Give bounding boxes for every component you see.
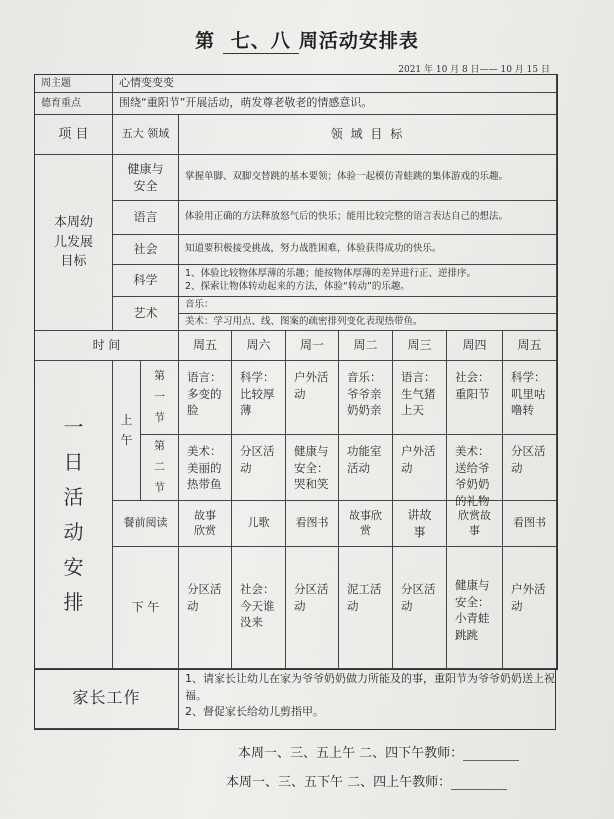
moral-label: 德育重点 xyxy=(35,93,113,115)
date-range: 2021 年 10 月 8 日—— 10 月 15 日 xyxy=(398,65,550,75)
title-suffix: 周活动安排表 xyxy=(298,30,419,52)
pm-mon: 分区活动 xyxy=(286,547,339,669)
s1-thu: 社会：重阳节 xyxy=(447,361,503,435)
pm-tue: 泥工活动 xyxy=(339,547,393,669)
footer-line-1-text: 本周一、三、五上午 二、四下午教师： xyxy=(238,746,464,761)
s2-fri-2: 分区活动 xyxy=(503,435,557,501)
s2-tue: 功能室活动 xyxy=(339,435,393,501)
title-prefix: 第 xyxy=(195,30,216,52)
read-tue: 故事欣赏 xyxy=(339,501,393,547)
s2-fri-1: 美术：美丽的热带鱼 xyxy=(179,435,232,501)
s1-tue: 音乐：爷爷亲奶奶亲 xyxy=(339,361,393,435)
time-label: 时 间 xyxy=(35,331,179,361)
domain-language: 语言 xyxy=(113,201,179,235)
goal-science xyxy=(179,265,557,297)
s2-wed: 户外活动 xyxy=(393,435,447,501)
domain-science: 科学 xyxy=(113,265,179,297)
day-tue: 周二 xyxy=(339,331,393,361)
title-week: 七、八 xyxy=(223,26,299,54)
pm-fri-1: 分区活动 xyxy=(179,547,232,669)
parents-work-section xyxy=(34,668,556,730)
theme-label: 周主题 xyxy=(35,75,113,93)
goal-social: 知道要积极接受挑战，努力战胜困难，体验获得成功的快乐。 xyxy=(179,235,557,265)
day-sat: 周六 xyxy=(232,331,286,361)
read-fri-2: 看图书 xyxy=(503,501,557,547)
read-wed: 讲故事 xyxy=(393,501,447,547)
reading-label: 餐前阅读 xyxy=(113,501,179,547)
goal-art-music: 音乐： xyxy=(179,297,557,314)
s2-mon: 健康与安全：哭和笑 xyxy=(286,435,339,501)
header-item: 项 目 xyxy=(35,115,113,155)
s1-mon: 户外活动 xyxy=(286,361,339,435)
pm-fri-2: 户外活动 xyxy=(503,547,557,669)
day-mon: 周一 xyxy=(286,331,339,361)
pm-thu: 健康与安全：小青蛙跳跳 xyxy=(447,547,503,669)
page-title xyxy=(0,26,614,54)
parents-content xyxy=(179,668,555,729)
s1-fri-2: 科学：叽里咕噜转 xyxy=(503,361,557,435)
goal-art-drawing: 美术：学习用点、线、图案的疏密排列变化表现热带鱼。 xyxy=(179,314,557,331)
theme-value: 心情变变变 xyxy=(113,75,557,93)
footer-line-1-blank xyxy=(463,748,519,761)
pm-sat: 社会：今天谁没来 xyxy=(232,547,286,669)
section1-label: 第一节 xyxy=(141,361,179,435)
parents-label: 家长工作 xyxy=(35,668,179,729)
goals-section-label: 本周幼儿发展目标 xyxy=(35,155,113,331)
footer-line-2-blank xyxy=(451,777,507,790)
morning-label: 上午 xyxy=(113,361,141,501)
s2-sat: 分区活动 xyxy=(232,435,286,501)
read-sat: 儿歌 xyxy=(232,501,286,547)
day-thu: 周四 xyxy=(447,331,503,361)
header-domains: 五大 领域 xyxy=(113,115,179,155)
schedule-table xyxy=(34,74,558,670)
section2-label: 第二节 xyxy=(141,435,179,501)
footer-line-2-text: 本周一、三、五下午 二、四上午教师： xyxy=(226,775,452,790)
read-mon: 看图书 xyxy=(286,501,339,547)
goal-science-1: 1、体验比较物体厚薄的乐趣；能按物体厚薄的差异进行正、逆排序。 xyxy=(185,267,477,279)
goal-health: 掌握单脚、双脚交替跳的基本要领；体验一起模仿青蛙跳的集体游戏的乐趣。 xyxy=(179,155,557,201)
day-wed: 周三 xyxy=(393,331,447,361)
footer-line-1 xyxy=(238,742,519,761)
s1-wed: 语言：生气猪上天 xyxy=(393,361,447,435)
pm-wed: 分区活动 xyxy=(393,547,447,669)
goal-science-2: 2、探索让物体转动起来的方法，体验“转动”的乐趣。 xyxy=(185,280,410,292)
afternoon-label: 下 午 xyxy=(113,547,179,669)
day-fri-2: 周五 xyxy=(503,331,557,361)
goal-language: 体验用正确的方法释放怒气后的快乐；能用比较完整的语言表达自己的想法。 xyxy=(179,201,557,235)
domain-art: 艺术 xyxy=(113,297,179,331)
header-goals: 领 域 目 标 xyxy=(179,115,557,155)
s1-fri-1: 语言：多变的脸 xyxy=(179,361,232,435)
domain-social: 社会 xyxy=(113,235,179,265)
parents-line-1: 1、请家长让幼儿在家为爷爷奶奶做力所能及的事，重阳节为爷爷奶奶送上祝福。 xyxy=(185,672,555,702)
read-thu: 欣赏故事 xyxy=(447,501,503,547)
daily-schedule-label: 一日活动安排 xyxy=(35,361,113,669)
moral-value: 围绕“重阳节”开展活动，萌发尊老敬老的情感意识。 xyxy=(113,93,557,115)
s1-sat: 科学：比较厚薄 xyxy=(232,361,286,435)
domain-health: 健康与安全 xyxy=(113,155,179,201)
day-fri-1: 周五 xyxy=(179,331,232,361)
s2-thu: 美术：送给爷爷奶奶的礼物 xyxy=(447,435,503,501)
read-fri-1: 故事欣赏 xyxy=(179,501,232,547)
footer-line-2 xyxy=(226,771,507,790)
parents-line-2: 2、督促家长给幼儿剪指甲。 xyxy=(185,705,324,718)
